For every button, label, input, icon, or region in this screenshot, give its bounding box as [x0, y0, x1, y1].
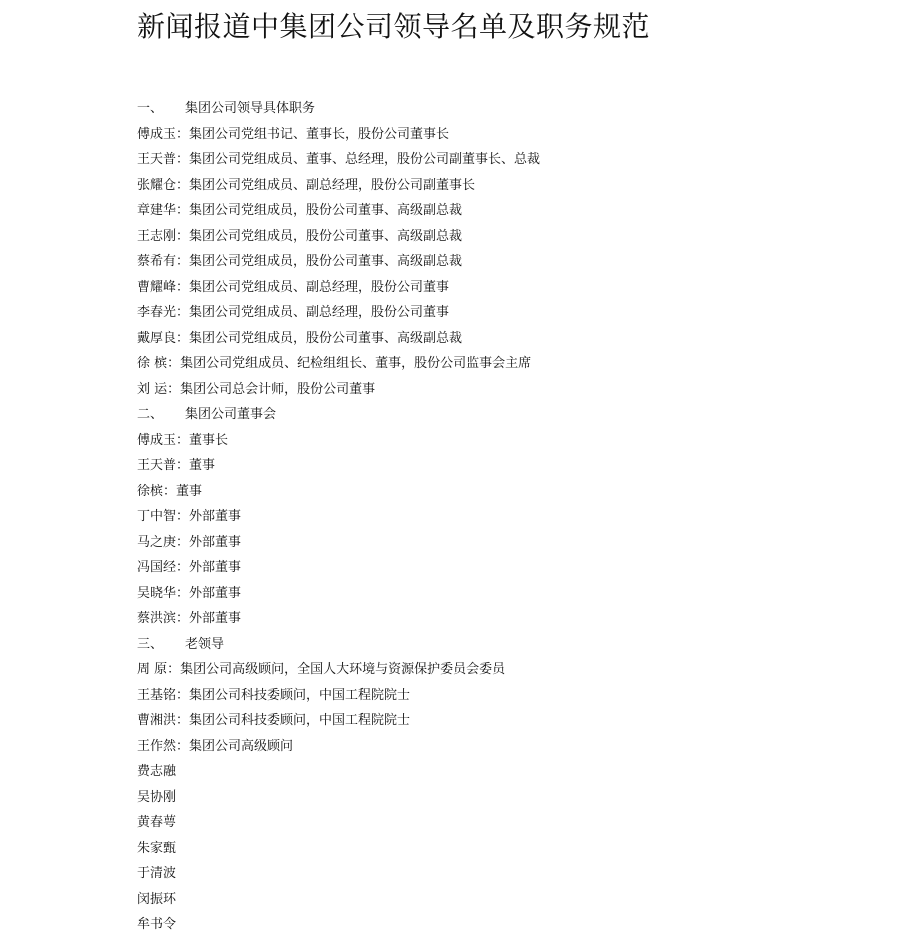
list-item: 戴厚良：集团公司党组成员，股份公司董事、高级副总裁 [137, 330, 463, 346]
list-item: 刘 运：集团公司总会计师，股份公司董事 [137, 381, 376, 397]
list-item: 于清波 [137, 866, 177, 881]
section-title: 集团公司董事会 [185, 407, 277, 422]
list-item: 傅成玉：董事长 [137, 432, 229, 448]
document-body [137, 96, 540, 938]
list-item: 曹耀峰：集团公司党组成员、副总经理，股份公司董事 [137, 279, 450, 295]
section-number: 二、 [137, 407, 164, 422]
list-item: 吴协刚 [137, 789, 177, 805]
list-item: 傅成玉：集团公司党组书记、董事长，股份公司董事长 [137, 126, 450, 142]
list-item: 马之庚：外部董事 [137, 534, 242, 550]
list-item: 王志刚：集团公司党组成员，股份公司董事、高级副总裁 [137, 228, 463, 244]
list-item: 黄春萼 [137, 815, 177, 830]
list-item: 丁中智：外部董事 [137, 509, 242, 524]
list-item: 王基铭：集团公司科技委顾问，中国工程院院士 [137, 687, 411, 703]
section-number: 三、 [137, 636, 164, 652]
section-title: 老领导 [185, 636, 225, 652]
list-item: 牟书令 [137, 917, 177, 932]
list-item: 王天普：董事 [137, 458, 216, 473]
list-item: 王天普：集团公司党组成员、董事、总经理，股份公司副董事长、总裁 [137, 152, 541, 167]
list-item: 朱家甄 [137, 840, 177, 856]
document-title: 新闻报道中集团公司领导名单及职务规范 [137, 10, 651, 43]
list-item: 李春光：集团公司党组成员、副总经理，股份公司董事 [137, 305, 450, 320]
list-item: 周 原：集团公司高级顾问，全国人大环境与资源保护委员会委员 [137, 662, 506, 677]
list-item: 徐槟：董事 [137, 483, 203, 499]
list-item: 章建华：集团公司党组成员，股份公司董事、高级副总裁 [137, 203, 463, 218]
section-number: 一、 [137, 101, 164, 116]
list-item: 冯国经：外部董事 [137, 560, 242, 575]
list-item: 蔡希有：集团公司党组成员，股份公司董事、高级副总裁 [137, 254, 463, 269]
list-item: 蔡洪滨：外部董事 [137, 611, 242, 626]
list-item: 张耀仓：集团公司党组成员、副总经理，股份公司副董事长 [137, 177, 476, 193]
section-title: 集团公司领导具体职务 [185, 101, 316, 116]
list-item: 徐 槟：集团公司党组成员、纪检组组长、董事，股份公司监事会主席 [137, 356, 532, 371]
section-heading [137, 96, 540, 122]
section-heading [137, 402, 540, 428]
list-item: 王作然：集团公司高级顾问 [137, 738, 294, 754]
list-item: 曹湘洪：集团公司科技委顾问，中国工程院院士 [137, 713, 411, 728]
list-item: 吴晓华：外部董事 [137, 585, 242, 601]
section-heading [137, 632, 540, 658]
list-item: 闵振环 [137, 891, 177, 907]
list-item: 费志融 [137, 764, 177, 779]
